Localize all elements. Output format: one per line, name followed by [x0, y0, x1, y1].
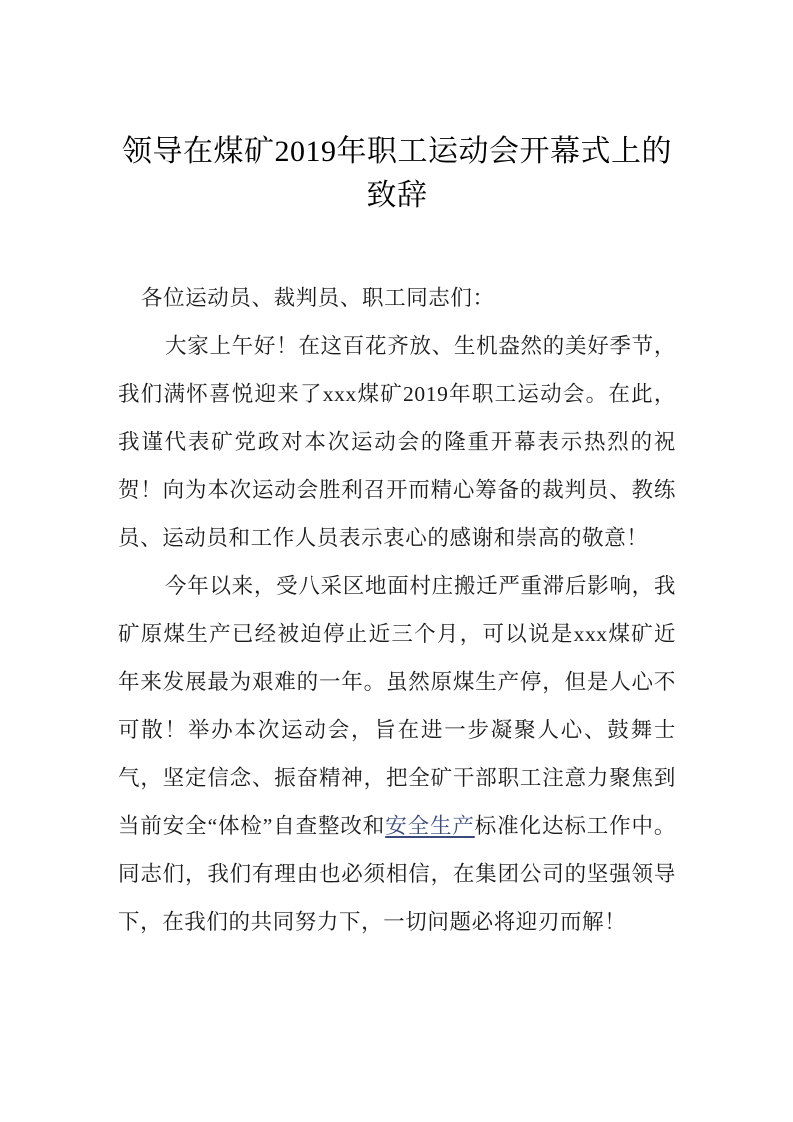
text-run: 标准化达标工作中。同志们，我们有理由也必须相信，在集团公司的坚强领导下，在我们的共同努力下，一切问题必将迎刃而解！ [118, 814, 677, 934]
paragraph-greeting [118, 322, 676, 562]
document-body [118, 274, 676, 946]
document-content-area [118, 0, 676, 946]
inline-hyperlink[interactable]: 安全生产 [385, 814, 475, 838]
text-run: 大家上午好！在这百花齐放、生机盎然的美好季节，我们满怀喜悦迎来了xxx煤矿2019年职工运动会。在此，我谨代表矿党政对本次运动会的隆重开幕表示热烈的祝贺！向为本次运动会胜利召开而精心筹备的裁判员、教练员、运动员和工作人员表示衷心的感谢和崇高的敬意！ [118, 334, 676, 550]
text-run: 今年以来，受八采区地面村庄搬迁严重滞后影响，我矿原煤生产已经被迫停止近三个月，可以说是xxx煤矿近年来发展最为艰难的一年。虽然原煤生产停，但是人心不可散！举办本次运动会，旨在进一步凝聚人心、鼓舞士气，坚定信念、振奋精神，把全矿干部职工注意力聚焦到当前安全“体检”自查整改和 [118, 574, 676, 838]
salutation-line: 各位运动员、裁判员、职工同志们： [141, 286, 495, 310]
paragraph-body [118, 562, 676, 946]
page-title: 领导在煤矿2019年职工运动会开幕式上的致辞 [122, 135, 672, 212]
